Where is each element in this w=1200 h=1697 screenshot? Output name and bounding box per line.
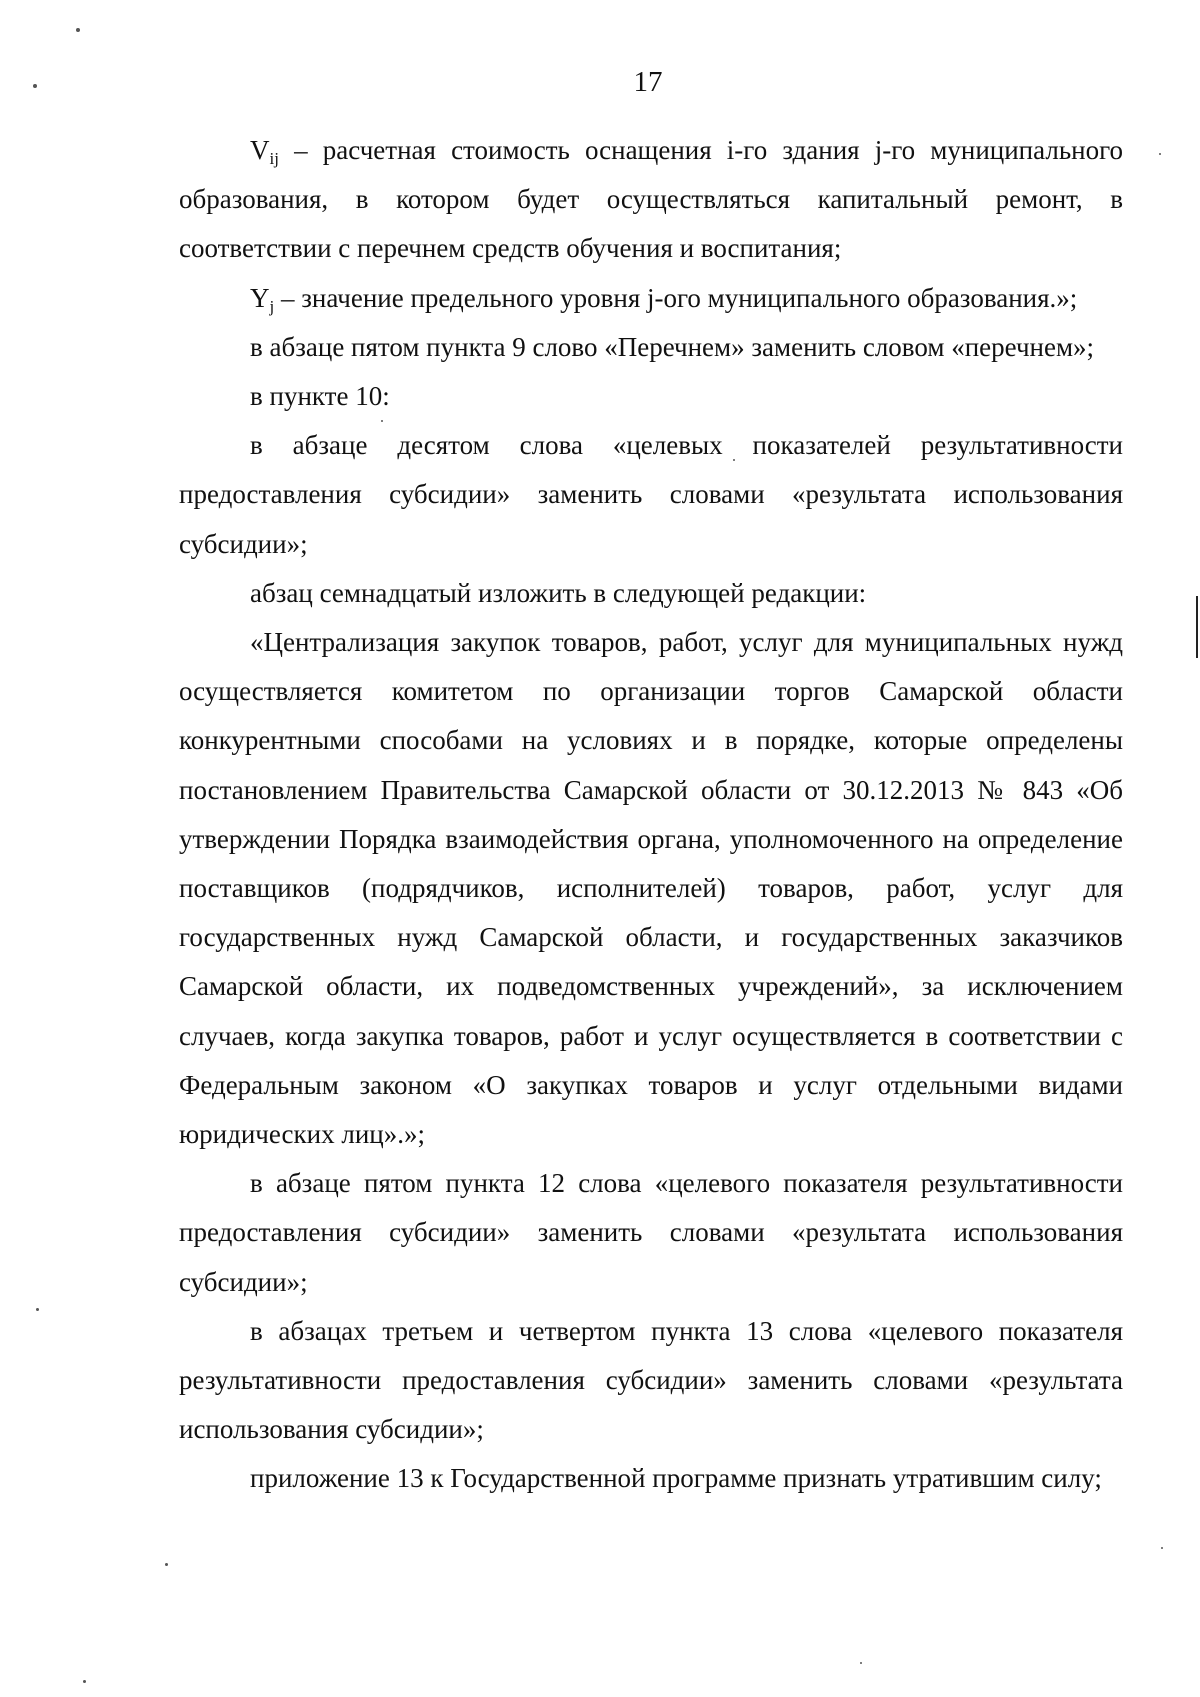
paragraph-text: приложение 13 к Государственной программе признать утратившим силу; [250,1463,1102,1494]
paragraph-text: «Централизация закупок товаров, работ, услуг для муниципальных нужд осуществляется комитетом по организации торгов Самарской области конкурентными способами на условиях и в порядке, которые определены постановлением Правительства Самарской области от 30.12.2013 № 843 «Об утверждении Порядка взаимодействия органа, уполномоченного на определение поставщиков (подрядчиков, исполнителей) товаров, работ, услуг для государственных нужд Самарской области, и государственных заказчиков Самарской области, их подведомственных учреждений», за исключением случаев, когда закупка товаров, работ и услуг осуществляется в соответствии с Федеральным законом «О закупках товаров и услуг отдельными видами юридических лиц».»; [179,627,1123,1150]
paragraph [179,569,1123,618]
scan-speck [860,1662,862,1664]
scan-speck [83,1680,86,1683]
paragraph [179,618,1123,1159]
paragraph [179,421,1123,569]
paragraph [179,1159,1123,1307]
paragraph-text: в абзаце пятом пункта 9 слово «Перечнем» заменить словом «перечнем»; [250,331,1095,362]
paragraph-text: V [250,135,270,165]
page-number: 17 [633,66,663,98]
scan-speck [165,1563,168,1566]
paragraph-text: в абзаце пятом пункта 12 слова «целевого показателя результативности предоставления субсидии» заменить словами «результата использования субсидии»; [179,1168,1123,1297]
paragraph-text: – значение предельного уровня j-ого муниципального образования.»; [274,282,1078,313]
paragraph [179,126,1123,274]
paragraph-text: – расчетная стоимость оснащения i-го здания j-го муниципального образования, в котором будет осуществляться капитальный ремонт, в соответствии с перечнем средств обучения и воспитания; [179,135,1123,264]
document-body [179,126,1123,1504]
paragraph-text: в абзацах третьем и четвертом пункта 13 слова «целевого показателя результативности предоставления субсидии» заменить словами «результата использования субсидии»; [179,1315,1123,1445]
paragraph [179,372,1123,421]
subscript-text: j [269,296,275,316]
scan-speck [76,28,80,32]
paragraph-text: Y [250,282,270,313]
scan-speck [36,1308,39,1311]
scan-speck [1159,153,1161,155]
scan-speck [33,84,37,88]
paragraph [179,274,1123,323]
subscript-text: ij [269,149,279,168]
paragraph-text: в пункте 10: [250,381,390,412]
paragraph-text: абзац семнадцатый изложить в следующей редакции: [250,577,867,608]
scan-speck [1161,1547,1163,1549]
paragraph [179,323,1123,372]
paragraph-text: в абзаце десятом слова «целевых показателей результативности предоставления субсидии» заменить словами «результата использования субсидии»; [179,430,1123,559]
paragraph [179,1307,1123,1455]
scan-edge-mark [1196,596,1198,658]
paragraph [179,1454,1123,1503]
